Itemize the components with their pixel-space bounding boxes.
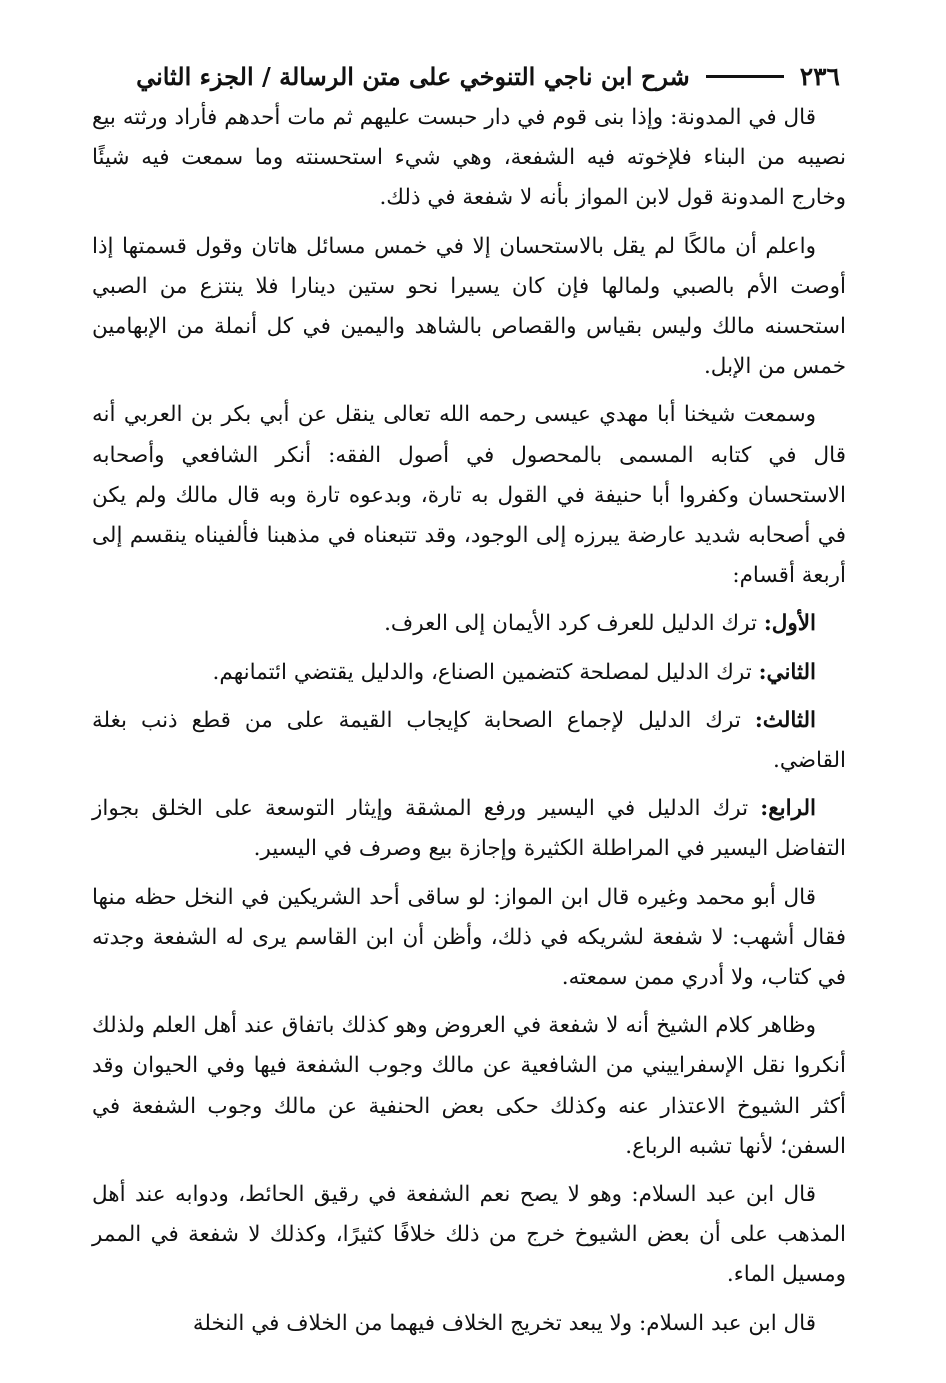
paragraph-text: قال ابن عبد السلام: وهو لا يصح نعم الشفعة في رقيق الحائط، ودوابه عند أهل المذهب على أن بعض الشيوخ خرج من ذلك خلافًا كثيرًا، وكذلك لا شفعة في الممر ومسيل الماء.: [92, 1182, 846, 1288]
page-header: [92, 56, 846, 96]
paragraph-text: ترك الدليل للعرف كرد الأيمان إلى العرف.: [384, 611, 764, 637]
paragraph: [92, 227, 846, 388]
paragraph-text: ترك الدليل في اليسير ورفع المشقة وإيثار التوسعة على الخلق بجواز التفاضل اليسير في المراطلة الكثيرة وإجازة بيع وصرف في اليسير.: [92, 796, 846, 862]
list-paragraph: [92, 701, 846, 781]
paragraph: [92, 878, 846, 999]
list-paragraph: [92, 789, 846, 869]
paragraph-text: وظاهر كلام الشيخ أنه لا شفعة في العروض وهو كذلك باتفاق عند أهل العلم ولذلك أنكروا نقل الإسفراييني من الشافعية عن مالك وجوب الشفعة فيها وفي الحيوان وقد أكثر الشيوخ الاعتذار عنه وكذلك حكى بعض الحنفية عن مالك وجوب الشفعة في السفن؛ لأنها تشبه الرباع.: [92, 1013, 846, 1159]
paragraph-text: قال في المدونة: وإذا بنى قوم في دار حبست عليهم ثم مات أحدهم فأراد ورثته بيع نصيبه من البناء فلإخوته فيه الشفعة، وهي شيء استحسنته وما سمعت فيه شيئًا وخارج المدونة قول لابن المواز بأنه لا شفعة في ذلك.: [92, 105, 846, 211]
page-number: ٢٣٦: [799, 61, 840, 91]
paragraph: [92, 1304, 846, 1344]
paragraph-text: قال أبو محمد وغيره قال ابن المواز: لو ساقى أحد الشريكين في النخل حظه منها فقال أشهب: لا شفعة لشريكه في ذلك، وأظن أن ابن القاسم يرى له الشفعة وجدته في كتاب، ولا أدري ممن سمعته.: [92, 884, 846, 991]
paragraph: [92, 395, 846, 596]
paragraph-lead: الثاني:: [758, 659, 816, 685]
header-rule: [706, 75, 784, 78]
list-paragraph: [92, 604, 846, 644]
paragraph: [92, 1006, 846, 1167]
paragraph-lead: الرابع:: [760, 796, 816, 822]
list-paragraph: [92, 653, 846, 693]
body-text: [92, 98, 846, 1344]
paragraph-lead: الأول:: [763, 611, 816, 637]
paragraph-text: قال ابن عبد السلام: ولا يبعد تخريج الخلاف فيهما من الخلاف في النخلة: [192, 1310, 816, 1336]
book-page: [92, 56, 846, 1352]
paragraph-text: وسمعت شيخنا أبا مهدي عيسى رحمه الله تعالى ينقل عن أبي بكر بن العربي أنه قال في كتابه المسمى بالمحصول في أصول الفقه: أنكر الشافعي وأصحابه الاستحسان وكفروا أبا حنيفة في القول به تارة، وبدعوه تارة وبه قال مالك ولم يكن في أصحابه شديد عارضة يبرزه إلى الوجود، وقد تتبعناه في مذهبنا فألفيناه ينقسم إلى أربعة أقسام:: [92, 402, 846, 589]
paragraph-text: ترك الدليل لإجماع الصحابة كإيجاب القيمة على من قطع ذنب بغلة القاضي.: [92, 707, 846, 774]
running-title: شرح ابن ناجي التنوخي على متن الرسالة / الجزء الثاني: [136, 61, 690, 91]
paragraph: [92, 98, 846, 219]
paragraph-text: ترك الدليل لمصلحة كتضمين الصناع، والدليل يقتضي ائتمانهم.: [212, 659, 759, 685]
paragraph-lead: الثالث:: [754, 707, 816, 733]
paragraph-text: واعلم أن مالكًا لم يقل بالاستحسان إلا في خمس مسائل هاتان وقول قسمتها إذا أوصت الأم بالصبي ولمالها فإن كان يسيرا نحو ستين دينارا فلا ينتزع من الصبي استحسنه مالك وليس بقياس والقصاص بالشاهد واليمين في كل أنملة من الإبهامين خمس من الإبل.: [92, 233, 846, 380]
paragraph: [92, 1175, 846, 1296]
